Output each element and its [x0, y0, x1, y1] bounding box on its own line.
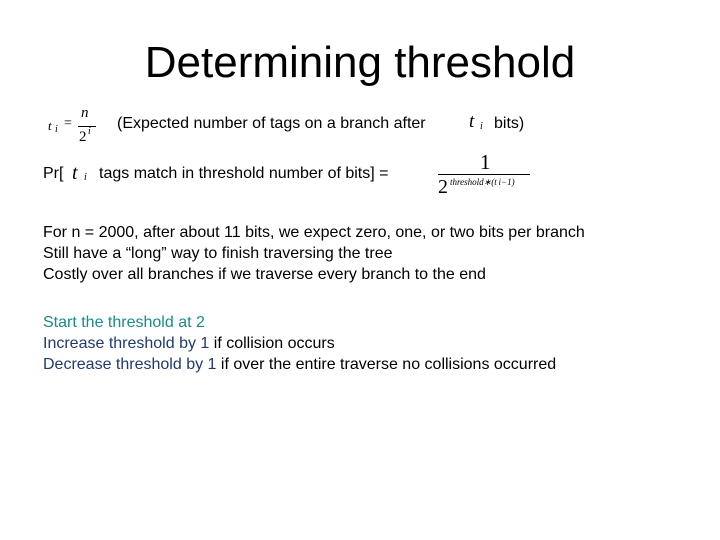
probability-frac-den-exp: threshold∗(t i−1)	[450, 177, 515, 187]
probability-fraction-bar	[438, 174, 530, 175]
probability-var: t	[72, 162, 78, 184]
formula-lhs-sub: i	[55, 124, 58, 135]
rule-increase-rest: if collision occurs	[209, 335, 335, 352]
expected-prefix: (Expected number of tags on a branch after	[117, 115, 426, 132]
paragraph-threshold-rules	[43, 312, 556, 375]
observation-line: For n = 2000, after about 11 bits, we expect zero, one, or two bits per branch	[43, 224, 585, 241]
formula-den-base: 2	[79, 129, 87, 145]
rule-start-line: Start the threshold at 2	[43, 314, 205, 331]
rule-increase-line	[43, 333, 556, 354]
formula-den-exp: i	[88, 126, 91, 137]
rule-decrease-rest: if over the entire traverse no collisions occurred	[216, 356, 557, 373]
probability-sub: i	[84, 172, 87, 183]
expected-suffix: bits)	[494, 115, 525, 132]
rule-increase-colored: Increase threshold by 1	[43, 335, 210, 352]
expected-sub: i	[480, 121, 483, 132]
formula-fraction-bar	[78, 126, 96, 127]
formula-equals: =	[64, 116, 72, 131]
formula-numerator: n	[81, 105, 89, 121]
expected-var: t	[469, 111, 475, 132]
rule-decrease-colored: Decrease threshold by 1	[43, 356, 217, 373]
page-title: Determining threshold	[144, 38, 576, 87]
probability-middle: tags match in threshold number of bits] =	[99, 165, 389, 182]
observation-line: Still have a “long” way to finish traversing the tree	[43, 245, 393, 262]
paragraph-observations	[43, 222, 585, 285]
formula-lhs-var: t	[48, 118, 52, 133]
rule-decrease-line	[43, 354, 556, 375]
probability-frac-numerator: 1	[480, 150, 491, 174]
probability-frac-den-base: 2	[438, 176, 448, 198]
observation-line: Costly over all branches if we traverse every branch to the end	[43, 266, 486, 283]
probability-prefix: Pr[	[43, 165, 64, 182]
